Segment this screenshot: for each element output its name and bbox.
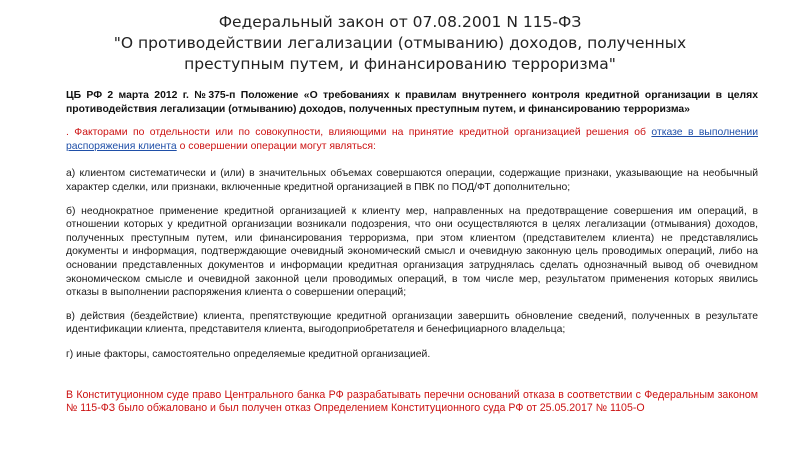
slide-title: [40, 12, 760, 75]
refusal-link[interactable]: отказе в выполнении распоряжения клиента: [66, 127, 758, 152]
factors-intro-text: . Факторами по отдельности или по совокупности, влияющими на принятие кредитной организацией решения об: [66, 127, 652, 139]
factors-intro: [66, 126, 758, 153]
title-line-2: "О противодействии легализации (отмыванию) доходов, полученных: [113, 34, 687, 52]
document-body: [66, 89, 758, 416]
factor-item-b: б) неоднократное применение кредитной организацией к клиенту мер, направленных на предотвращение совершения им операций, в отношении которых у кредитной организации возникали подозрения, что они осуществляются в целях легализации (отмывания) доходов, полученных преступным путем, или финансирования терроризма, при этом клиентом (представителем клиента) не представлялись документы и информация, подтверждающие очевидный экономический смысл и очевидную законную цель проводимых операций, либо на основании представленных документов и информации кредитная организация затруднялась сделать однозначный вывод об очевидном экономическом смысле и очевидной законной цели проводимых операций, в том числе мер, результатом применения которых явились отказы в выполнении распоряжения клиента о совершении операций;: [66, 205, 758, 299]
regulation-heading: ЦБ РФ 2 марта 2012 г. №375-п Положение «О требованиях к правилам внутреннего контроля кредитной организации в целях противодействия легализации (отмыванию) доходов, полученных преступным путем, и финансированию терроризма»: [66, 90, 758, 115]
factor-item-d: г) иные факторы, самостоятельно определяемые кредитной организацией.: [66, 348, 431, 360]
constitutional-court-note: В Конституционном суде право Центрального банка РФ разрабатывать перечни оснований отказа в соответствии с Федеральным законом № 115-ФЗ было обжаловано и был получен отказ Определением Конституционного суда РФ от 25.05.2017 № 1105-О: [66, 388, 758, 415]
factor-item-a: а) клиентом систематически и (или) в значительных объемах совершаются операции, содержащие признаки, указывающие на необычный характер сделки, или признаки, включенные кредитной организацией в ПВК по ПОД/ФТ дополнительно;: [66, 168, 758, 193]
factor-item-c: в) действия (бездействие) клиента, препятствующие кредитной организации завершить обновление сведений, полученных в результате идентификации клиента, представителя клиента, выгодоприобретателя и бенефициарного владельца;: [66, 310, 758, 336]
title-line-3: преступным путем, и финансированию терроризма": [184, 55, 616, 73]
title-line-1: Федеральный закон от 07.08.2001 N 115-ФЗ: [218, 13, 582, 31]
factors-intro-tail: о совершении операции могут являться:: [176, 140, 376, 152]
